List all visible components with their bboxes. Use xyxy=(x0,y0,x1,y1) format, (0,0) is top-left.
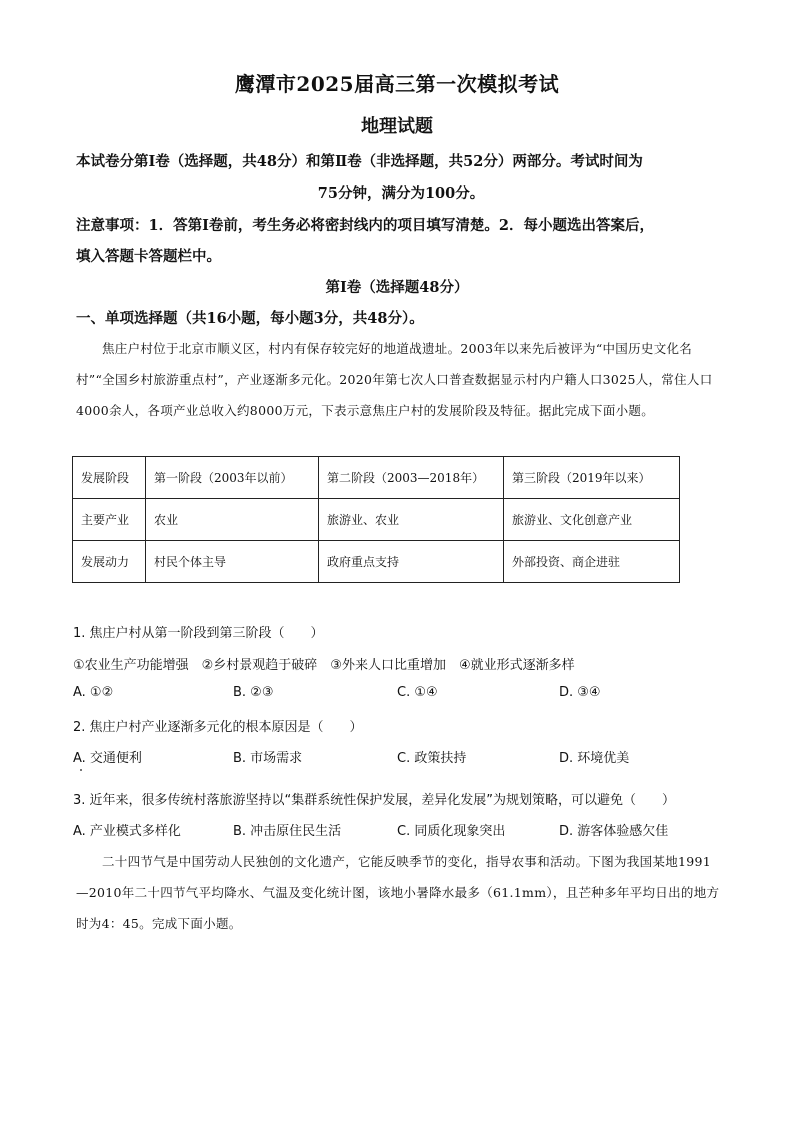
table-cell: 第三阶段（2019年以来） xyxy=(504,457,680,499)
table-row xyxy=(73,541,680,583)
passage-text: 焦庄户村位于北京市顺义区，村内有保存较完好的地道战遗址。2003年以来先后被评为“中国历史文化名村”“全国乡村旅游重点村”，产业逐渐多元化。2020年第七次人口普查数据显示村内户籍人口3025人，常住人口4000余人，各项产业总收入约8000万元，下表示意焦庄户村的发展阶段及特征。据此完成下面小题。 xyxy=(76,341,713,418)
table-cell: 农业 xyxy=(146,499,319,541)
table-cell: 第一阶段（2003年以前） xyxy=(146,457,319,499)
table-row xyxy=(73,457,680,499)
table-row xyxy=(73,499,680,541)
question-1-statements: ①农业生产功能增强 ②乡村景观趋于破碎 ③外来人口比重增加 ④就业形式逐渐多样 xyxy=(73,658,575,673)
question-1-stem: 1. 焦庄户村从第一阶段到第三阶段（ ） xyxy=(73,626,324,641)
exam-intro-line2: 75分钟，满分为100分。 xyxy=(317,185,485,202)
part-heading: 一、单项选择题（共16小题，每小题3分，共48分）。 xyxy=(76,310,424,327)
table-cell: 发展阶段 xyxy=(73,457,146,499)
exam-title: 鹰潭市2025届高三第一次模拟考试 xyxy=(234,72,560,96)
subject-title: 地理试题 xyxy=(361,116,433,137)
option-d[interactable]: D. 游客体验感欠佳 xyxy=(559,824,669,839)
option-b[interactable]: B. 市场需求 xyxy=(233,751,303,766)
passage-solar-terms xyxy=(76,846,722,939)
option-c[interactable]: C. ①④ xyxy=(397,685,438,700)
question-3-stem: 3. 近年来，很多传统村落旅游坚持以“集群系统性保护发展，差异化发展”为规划策略，可以避免（ ） xyxy=(73,793,676,808)
option-a[interactable]: A. ①② xyxy=(73,685,114,700)
table-cell: 旅游业、农业 xyxy=(319,499,504,541)
option-a[interactable]: A. 交通便利 xyxy=(73,751,142,766)
option-d[interactable]: D. 环境优美 xyxy=(559,751,630,766)
passage-jiaozhuanghu xyxy=(76,333,722,426)
notice-line2: 填入答题卡答题栏中。 xyxy=(76,248,221,265)
table-cell: 主要产业 xyxy=(73,499,146,541)
table-cell: 发展动力 xyxy=(73,541,146,583)
table-cell: 旅游业、文化创意产业 xyxy=(504,499,680,541)
table-cell: 村民个体主导 xyxy=(146,541,319,583)
option-d[interactable]: D. ③④ xyxy=(559,685,601,700)
option-b[interactable]: B. 冲击原住民生活 xyxy=(233,824,342,839)
scan-speck xyxy=(80,769,82,771)
question-2-stem: 2. 焦庄户村产业逐渐多元化的根本原因是（ ） xyxy=(73,720,363,735)
table-cell: 外部投资、商企进驻 xyxy=(504,541,680,583)
option-a[interactable]: A. 产业模式多样化 xyxy=(73,824,181,839)
option-c[interactable]: C. 同质化现象突出 xyxy=(397,824,506,839)
notice-line1: 注意事项：1．答第Ⅰ卷前，考生务必将密封线内的项目填写清楚。2．每小题选出答案后， xyxy=(76,217,654,234)
development-stage-table xyxy=(72,456,680,583)
table-cell: 第二阶段（2003—2018年） xyxy=(319,457,504,499)
table-cell: 政府重点支持 xyxy=(319,541,504,583)
option-c[interactable]: C. 政策扶持 xyxy=(397,751,467,766)
volume-heading: 第Ⅰ卷（选择题48分） xyxy=(325,279,469,296)
passage-text: 二十四节气是中国劳动人民独创的文化遗产，它能反映季节的变化，指导农事和活动。下图为我国某地1991—2010年二十四节气平均降水、气温及变化统计图，该地小暑降水最多（61.1mm），且芒种多年平均日出的地方时为4：45。完成下面小题。 xyxy=(76,854,720,931)
option-b[interactable]: B. ②③ xyxy=(233,685,274,700)
exam-intro-line1: 本试卷分第Ⅰ卷（选择题，共48分）和第Ⅱ卷（非选择题，共52分）两部分。考试时间为 xyxy=(76,153,643,170)
